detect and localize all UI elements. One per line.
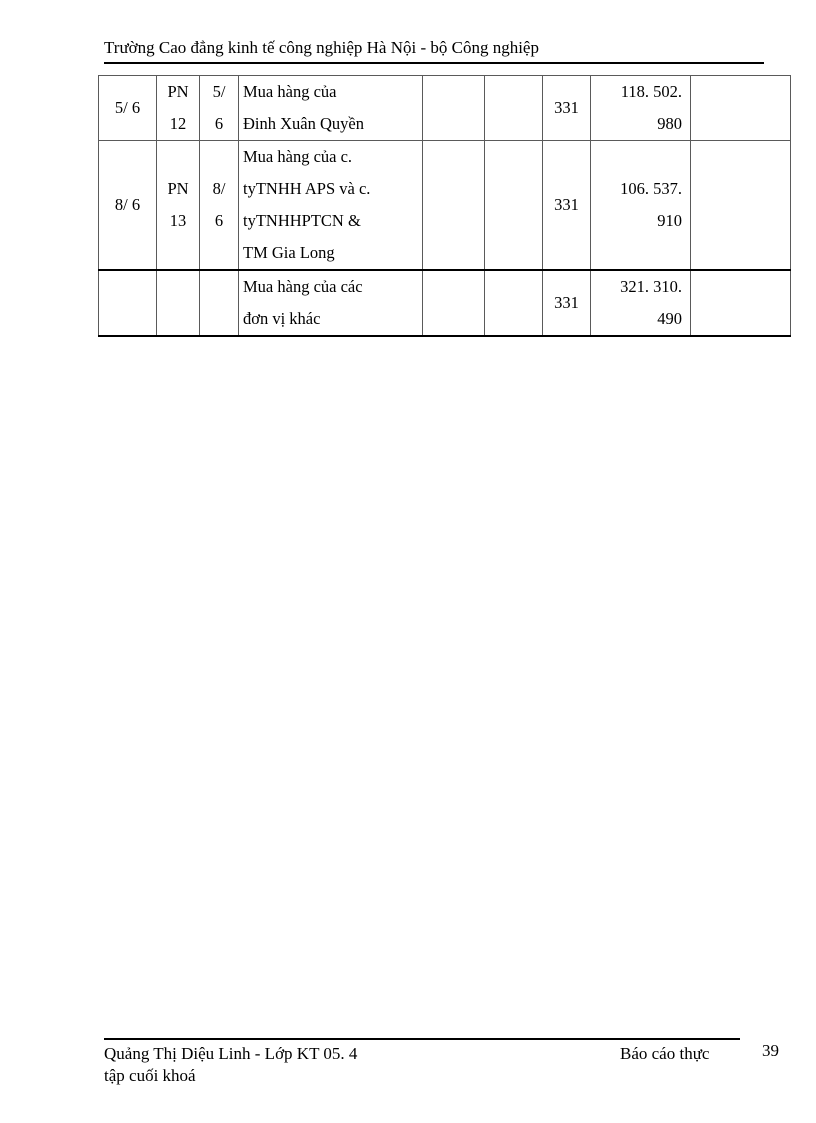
doc-number-cell <box>157 141 200 271</box>
table-row <box>99 76 791 141</box>
description-line: tyTNHHPTCN & <box>243 211 361 230</box>
description-line: Mua hàng của <box>243 82 337 101</box>
amount-line: 118. 502. <box>620 82 682 101</box>
header-title: Trường Cao đẳng kinh tế công nghiệp Hà Nội - bộ Công nghiệp <box>104 38 539 57</box>
empty-cell <box>691 141 791 271</box>
doc-date-cell <box>200 76 239 141</box>
table-row <box>99 141 791 271</box>
table-row <box>99 270 791 336</box>
doc-number-line: PN <box>167 82 189 101</box>
footer-author-line: tập cuối khoá <box>104 1066 196 1085</box>
amount-line: 321. 310. <box>620 277 682 296</box>
footer-report-label: Báo cáo thực <box>620 1044 710 1063</box>
doc-number-line: PN <box>167 179 189 198</box>
doc-date-line: 8/ <box>212 179 226 198</box>
amount-cell <box>591 76 691 141</box>
footer-divider <box>104 1038 740 1040</box>
account-cell: 331 <box>543 141 591 271</box>
empty-cell <box>485 76 543 141</box>
page-number: 39 <box>762 1041 779 1060</box>
empty-cell <box>485 141 543 271</box>
description-cell <box>239 141 423 271</box>
empty-cell <box>423 270 485 336</box>
account-cell: 331 <box>543 76 591 141</box>
doc-date-cell <box>200 270 239 336</box>
amount-cell <box>591 270 691 336</box>
description-cell <box>239 76 423 141</box>
doc-number-line: 13 <box>169 211 187 230</box>
empty-cell <box>423 141 485 271</box>
doc-number-cell <box>157 270 200 336</box>
amount-line: 106. 537. <box>620 179 682 198</box>
date-cell: 8/ 6 <box>99 141 157 271</box>
description-line: Mua hàng của c. <box>243 147 353 166</box>
description-line: đơn vị khác <box>243 309 321 328</box>
date-cell <box>99 270 157 336</box>
doc-date-cell <box>200 141 239 271</box>
date-cell: 5/ 6 <box>99 76 157 141</box>
amount-line: 490 <box>657 309 682 328</box>
doc-date-line: 5/ <box>212 82 226 101</box>
doc-number-line: 12 <box>169 114 187 133</box>
description-line: Mua hàng của các <box>243 277 363 296</box>
footer-author <box>104 1043 357 1087</box>
doc-number-cell <box>157 76 200 141</box>
account-cell: 331 <box>543 270 591 336</box>
amount-cell <box>591 141 691 271</box>
amount-line: 980 <box>657 114 682 133</box>
description-line: Đinh Xuân Quyền <box>243 114 364 133</box>
page-header <box>104 36 764 64</box>
ledger-table <box>98 75 791 337</box>
description-cell <box>239 270 423 336</box>
doc-date-line: 6 <box>214 114 224 133</box>
footer-author-line: Quảng Thị Diệu Linh - Lớp KT 05. 4 <box>104 1044 358 1063</box>
empty-cell <box>691 76 791 141</box>
doc-date-line: 6 <box>214 211 224 230</box>
description-line: TM Gia Long <box>243 243 335 262</box>
description-line: tyTNHH APS và c. <box>243 179 371 198</box>
amount-line: 910 <box>657 211 682 230</box>
empty-cell <box>691 270 791 336</box>
empty-cell <box>485 270 543 336</box>
empty-cell <box>423 76 485 141</box>
